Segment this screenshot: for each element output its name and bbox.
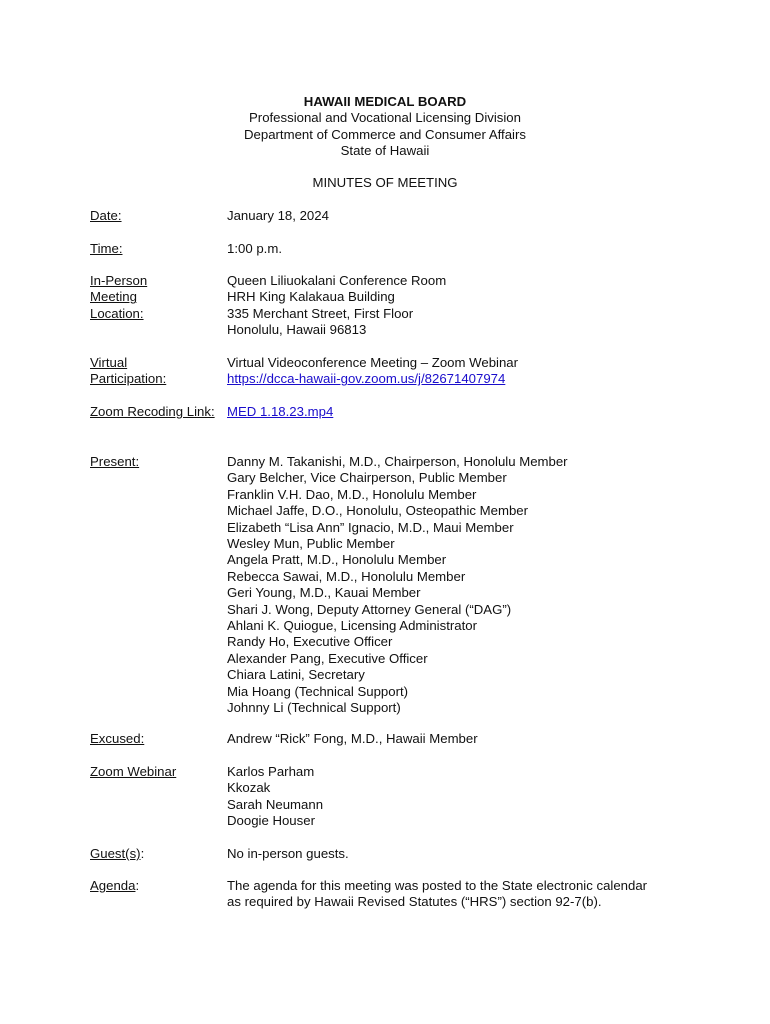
present-member: Shari J. Wong, Deputy Attorney General (“DAG”)	[227, 601, 512, 617]
present-member: Alexander Pang, Executive Officer	[227, 650, 428, 666]
present-member: Chiara Latini, Secretary	[227, 667, 365, 683]
present-member: Rebecca Sawai, M.D., Honolulu Member	[227, 568, 466, 584]
recording-link[interactable]: MED 1.18.23.mp4	[227, 404, 334, 419]
present-member: Randy Ho, Executive Officer	[227, 634, 393, 650]
document-header	[0, 94, 770, 160]
department-name: Department of Commerce and Consumer Affairs	[244, 126, 526, 142]
present-list	[227, 454, 568, 717]
present-member: Danny M. Takanishi, M.D., Chairperson, Honolulu Member	[227, 454, 568, 469]
present-member: Ahlani K. Quiogue, Licensing Administrator	[227, 618, 477, 634]
excused-value: Andrew “Rick” Fong, M.D., Hawaii Member	[227, 731, 478, 746]
webinar-attendee: Sarah Neumann	[227, 796, 324, 812]
present-member: Johnny Li (Technical Support)	[227, 700, 401, 716]
virtual-value	[227, 355, 518, 388]
recording-value	[227, 404, 333, 420]
location-label	[90, 273, 147, 322]
present-member: Geri Young, M.D., Kauai Member	[227, 585, 421, 601]
agenda-label-colon: :	[135, 878, 140, 893]
zoom-webinar-label: Zoom Webinar	[90, 764, 177, 779]
board-title: HAWAII MEDICAL BOARD	[303, 94, 467, 109]
zoom-webinar-list	[227, 764, 323, 830]
virtual-label	[90, 355, 166, 388]
recording-label: Zoom Recoding Link:	[90, 404, 215, 419]
agenda-line: as required by Hawaii Revised Statutes (“HRS”) section 92-7(b).	[227, 894, 602, 910]
division-name: Professional and Vocational Licensing Division	[249, 110, 521, 126]
time-label: Time:	[90, 241, 123, 256]
webinar-attendee: Doogie Houser	[227, 813, 315, 829]
webinar-attendee: Kkozak	[227, 780, 271, 796]
guests-value: No in-person guests.	[227, 846, 349, 861]
agenda-value	[227, 878, 647, 911]
virtual-label-line: Participation:	[90, 371, 167, 387]
location-label-line: Meeting	[90, 289, 137, 305]
virtual-description: Virtual Videoconference Meeting – Zoom Webinar	[227, 355, 519, 370]
date-label: Date:	[90, 208, 122, 223]
time-value: 1:00 p.m.	[227, 241, 282, 256]
present-member: Angela Pratt, M.D., Honolulu Member	[227, 552, 447, 568]
present-member: Elizabeth “Lisa Ann” Ignacio, M.D., Maui Member	[227, 519, 514, 535]
present-label: Present:	[90, 454, 140, 469]
excused-label: Excused:	[90, 731, 145, 746]
zoom-meeting-link[interactable]: https://dcca-hawaii-gov.zoom.us/j/82671407974	[227, 371, 506, 387]
guests-label	[90, 846, 144, 862]
location-label-line: Location:	[90, 305, 144, 321]
date-value: January 18, 2024	[227, 208, 329, 223]
present-member: Michael Jaffe, D.O., Honolulu, Osteopathic Member	[227, 503, 529, 519]
location-line: Queen Liliuokalani Conference Room	[227, 273, 447, 288]
location-line: HRH King Kalakaua Building	[227, 289, 395, 305]
present-member: Wesley Mun, Public Member	[227, 536, 395, 552]
guests-label-colon: :	[140, 846, 145, 861]
agenda-label-text: Agenda	[90, 878, 136, 893]
location-line: Honolulu, Hawaii 96813	[227, 322, 367, 338]
location-label-line: In-Person	[90, 273, 148, 288]
guests-label-text: Guest(s)	[90, 846, 141, 861]
agenda-line: The agenda for this meeting was posted to the State electronic calendar	[227, 878, 648, 893]
location-value	[227, 273, 446, 339]
present-member: Franklin V.H. Dao, M.D., Honolulu Member	[227, 486, 477, 502]
present-member: Mia Hoang (Technical Support)	[227, 683, 409, 699]
present-member: Gary Belcher, Vice Chairperson, Public Member	[227, 470, 507, 486]
agenda-label	[90, 878, 139, 894]
webinar-attendee: Karlos Parham	[227, 764, 315, 779]
state-name: State of Hawaii	[340, 143, 430, 159]
minutes-title: MINUTES OF MEETING	[312, 175, 458, 190]
virtual-label-line: Virtual	[90, 355, 128, 370]
location-line: 335 Merchant Street, First Floor	[227, 305, 414, 321]
